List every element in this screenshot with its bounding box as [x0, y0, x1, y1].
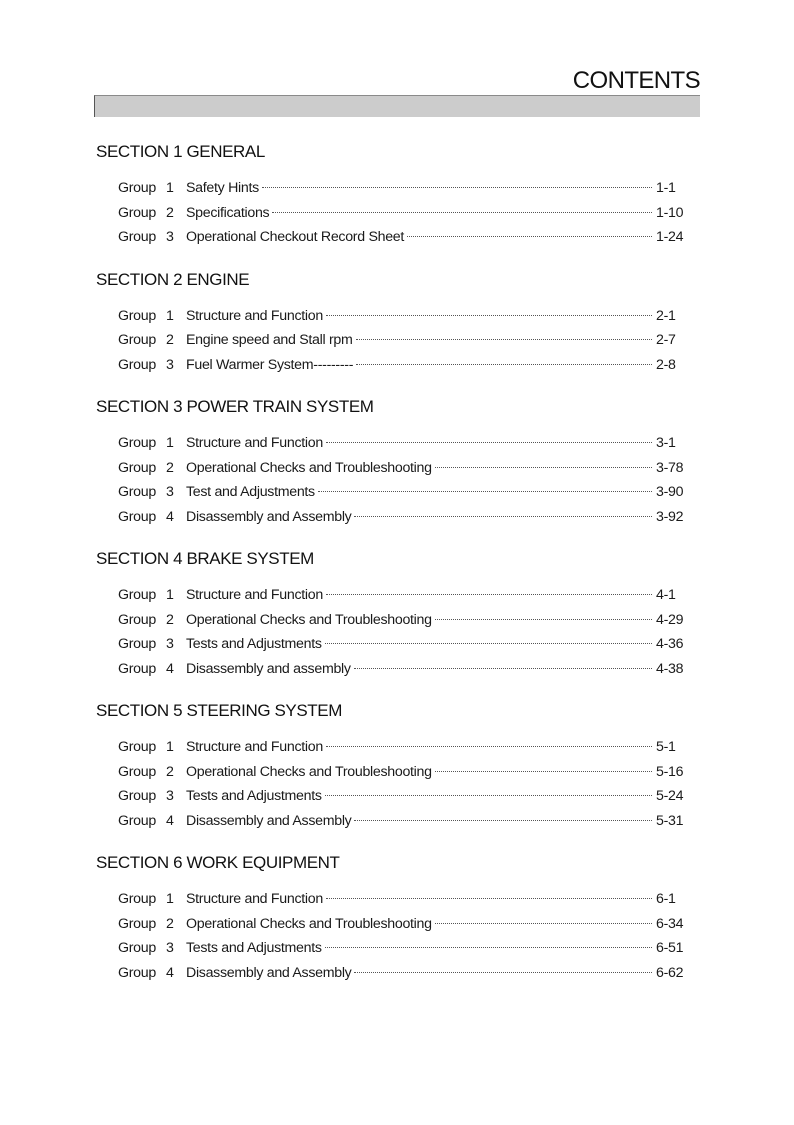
entry-group-label: Group — [118, 508, 156, 525]
toc-entry[interactable] — [96, 431, 690, 456]
entry-group-number: 2 — [166, 915, 174, 932]
entry-title: Test and Adjustments — [186, 484, 315, 500]
entry-title: Structure and Function — [186, 435, 323, 451]
entry-title: Disassembly and Assembly — [186, 508, 352, 525]
section-heading: SECTION 4 BRAKE SYSTEM — [96, 549, 314, 568]
entry-group-number: 1 — [166, 739, 174, 755]
toc-entry[interactable] — [96, 657, 690, 682]
toc-entry[interactable] — [96, 480, 690, 505]
dot-leader — [354, 819, 652, 821]
entry-page-number: 4-29 — [656, 611, 684, 628]
entry-group-label: Group — [118, 229, 156, 245]
toc-entry[interactable] — [96, 936, 690, 961]
toc-entry[interactable] — [96, 632, 690, 657]
entry-group-number: 2 — [166, 611, 174, 628]
toc-entry[interactable] — [96, 456, 690, 481]
dot-leader — [407, 235, 652, 237]
entry-title: Disassembly and assembly — [186, 660, 351, 677]
dot-leader — [356, 363, 652, 365]
dot-leader — [356, 338, 652, 340]
toc-section — [96, 851, 690, 985]
table-of-contents — [96, 140, 690, 1003]
entry-group-label: Group — [118, 204, 156, 221]
entry-title: Specifications — [186, 204, 270, 221]
entry-group-number: 1 — [166, 307, 174, 324]
entry-group-number: 1 — [166, 435, 174, 451]
entry-group-label: Group — [118, 459, 156, 476]
section-heading: SECTION 5 STEERING SYSTEM — [96, 701, 342, 720]
dot-leader — [325, 642, 652, 644]
entry-group-number: 1 — [166, 587, 174, 603]
toc-entry[interactable] — [96, 176, 690, 201]
entry-page-number: 2-7 — [656, 332, 676, 348]
entry-group-number: 3 — [166, 636, 174, 652]
entry-page-number: 4-38 — [656, 660, 684, 677]
dot-leader — [435, 770, 652, 772]
entry-title: Operational Checks and Troubleshooting — [186, 459, 432, 476]
entry-title: Disassembly and Assembly — [186, 964, 352, 981]
toc-section — [96, 268, 690, 378]
dot-leader — [354, 515, 652, 517]
entry-page-number: 3-78 — [656, 459, 684, 476]
entry-group-number: 4 — [166, 660, 174, 677]
dot-leader — [326, 441, 652, 443]
dot-leader — [435, 922, 652, 924]
dot-leader — [326, 897, 652, 899]
entry-group-label: Group — [118, 180, 156, 196]
entry-title: Operational Checks and Troubleshooting — [186, 915, 432, 932]
dot-leader — [326, 314, 652, 316]
dot-leader — [325, 946, 652, 948]
entry-group-label: Group — [118, 812, 156, 829]
toc-entry[interactable] — [96, 735, 690, 760]
entry-group-number: 4 — [166, 812, 174, 829]
entry-title: Structure and Function — [186, 891, 323, 907]
entry-group-number: 1 — [166, 180, 174, 196]
entry-page-number: 1-10 — [656, 204, 684, 221]
dot-leader — [326, 745, 652, 747]
entry-title: Structure and Function — [186, 587, 323, 603]
entry-page-number: 5-1 — [656, 739, 676, 755]
entry-page-number: 1-24 — [656, 229, 684, 245]
entry-group-label: Group — [118, 587, 156, 603]
entry-title: Structure and Function — [186, 739, 323, 755]
entry-group-label: Group — [118, 660, 156, 677]
entry-page-number: 5-31 — [656, 812, 684, 829]
toc-section — [96, 547, 690, 681]
entry-group-label: Group — [118, 307, 156, 324]
entry-group-label: Group — [118, 484, 156, 500]
toc-entry[interactable] — [96, 760, 690, 785]
toc-section — [96, 699, 690, 833]
entry-title: Engine speed and Stall rpm — [186, 332, 353, 348]
section-heading: SECTION 3 POWER TRAIN SYSTEM — [96, 397, 374, 416]
entry-group-number: 4 — [166, 508, 174, 525]
dot-leader — [262, 186, 652, 188]
entry-title: Tests and Adjustments — [186, 788, 322, 804]
dot-leader — [435, 618, 652, 620]
entry-group-number: 2 — [166, 204, 174, 221]
dot-leader — [326, 593, 652, 595]
entry-title: Operational Checks and Troubleshooting — [186, 763, 432, 780]
entry-group-label: Group — [118, 332, 156, 348]
entry-title: Tests and Adjustments — [186, 636, 322, 652]
entry-page-number: 1-1 — [656, 180, 676, 196]
entry-page-number: 3-90 — [656, 484, 684, 500]
entry-title: Operational Checkout Record Sheet — [186, 229, 405, 245]
entry-group-number: 3 — [166, 788, 174, 804]
toc-entry[interactable] — [96, 201, 690, 226]
entry-group-number: 3 — [166, 484, 174, 500]
toc-entry[interactable] — [96, 961, 690, 986]
entry-title: Tests and Adjustments — [186, 940, 322, 956]
toc-entry[interactable] — [96, 887, 690, 912]
entry-title: Safety Hints — [186, 180, 259, 196]
dot-leader — [325, 794, 652, 796]
entry-group-number: 4 — [166, 964, 174, 981]
entry-group-label: Group — [118, 788, 156, 804]
toc-entry[interactable] — [96, 912, 690, 937]
dot-leader — [435, 466, 652, 468]
entry-page-number: 3-1 — [656, 435, 676, 451]
toc-section — [96, 395, 690, 529]
toc-entry[interactable] — [96, 784, 690, 809]
page-title: CONTENTS — [572, 67, 700, 94]
entry-page-number: 4-36 — [656, 636, 684, 652]
entry-page-number: 6-51 — [656, 940, 684, 956]
entry-page-number: 3-92 — [656, 508, 684, 525]
section-heading: SECTION 1 GENERAL — [96, 142, 265, 161]
section-heading: SECTION 6 WORK EQUIPMENT — [96, 853, 340, 872]
toc-entry[interactable] — [96, 583, 690, 608]
dot-leader — [354, 971, 652, 973]
entry-group-number: 1 — [166, 891, 174, 907]
toc-entry[interactable] — [96, 608, 690, 633]
dot-leader — [272, 211, 652, 213]
entry-group-label: Group — [118, 356, 156, 373]
toc-entry[interactable] — [96, 809, 690, 834]
entry-title: Fuel Warmer System--------- — [186, 356, 354, 373]
toc-entry[interactable] — [96, 353, 690, 378]
entry-group-label: Group — [118, 940, 156, 956]
entry-group-number: 2 — [166, 763, 174, 780]
entry-group-number: 3 — [166, 940, 174, 956]
entry-page-number: 2-8 — [656, 356, 676, 373]
title-bar — [94, 95, 700, 117]
entry-page-number: 5-24 — [656, 788, 684, 804]
entry-title: Disassembly and Assembly — [186, 812, 352, 829]
dot-leader — [318, 490, 652, 492]
section-heading: SECTION 2 ENGINE — [96, 269, 250, 289]
toc-entry[interactable] — [96, 304, 690, 329]
entry-page-number: 6-34 — [656, 915, 684, 932]
dot-leader — [354, 667, 652, 669]
entry-page-number: 5-16 — [656, 763, 684, 780]
entry-page-number: 6-62 — [656, 964, 684, 981]
entry-group-number: 3 — [166, 356, 174, 373]
entry-group-number: 2 — [166, 332, 174, 348]
entry-group-number: 2 — [166, 459, 174, 476]
entry-group-label: Group — [118, 763, 156, 780]
entry-group-label: Group — [118, 739, 156, 755]
entry-title: Structure and Function — [186, 307, 323, 324]
entry-group-label: Group — [118, 915, 156, 932]
entry-page-number: 4-1 — [656, 587, 676, 603]
toc-entry[interactable] — [96, 328, 690, 353]
entry-page-number: 2-1 — [656, 307, 676, 324]
entry-group-label: Group — [118, 891, 156, 907]
entry-group-label: Group — [118, 435, 156, 451]
entry-group-label: Group — [118, 964, 156, 981]
entry-group-label: Group — [118, 636, 156, 652]
toc-entry[interactable] — [96, 225, 690, 250]
entry-group-number: 3 — [166, 229, 174, 245]
entry-page-number: 6-1 — [656, 891, 676, 907]
toc-entry[interactable] — [96, 505, 690, 530]
entry-group-label: Group — [118, 611, 156, 628]
toc-section — [96, 140, 690, 250]
entry-title: Operational Checks and Troubleshooting — [186, 611, 432, 628]
